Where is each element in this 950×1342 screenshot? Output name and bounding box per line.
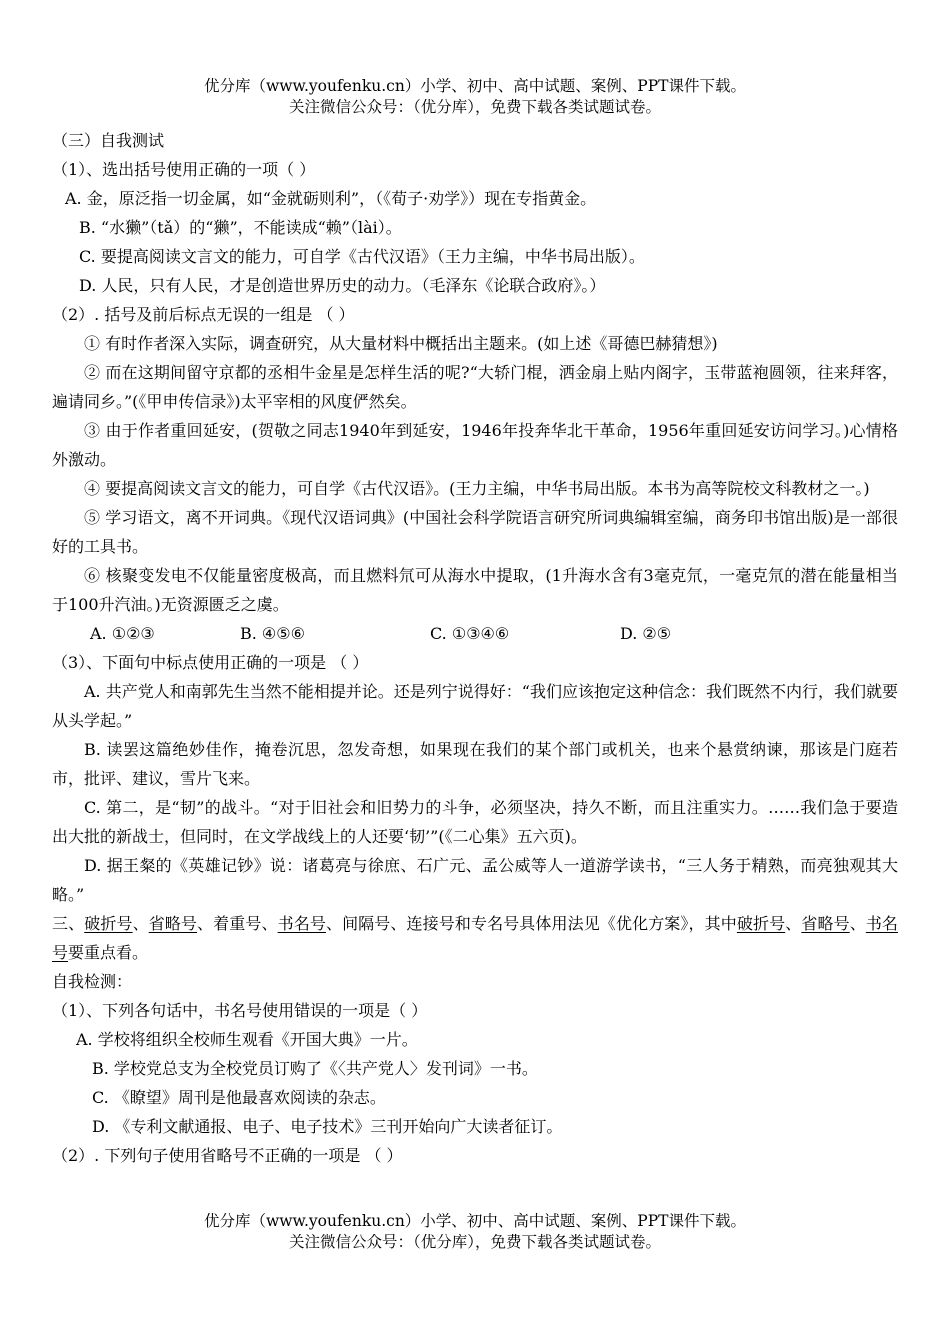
question-4-stem: （1）、下列各句话中，书名号使用错误的一项是（ ） [52,1001,428,1020]
question-2-option-c: C. ①③④⑥ [430,624,510,643]
question-1-stem: （1）、选出括号使用正确的一项（ ） [52,160,316,179]
question-4-option-c: C. 《瞭望》周刊是他最喜欢阅读的杂志。 [92,1088,386,1107]
question-2-option-a: A. ①②③ [90,624,155,643]
term-book-title-mark: 书名号 [52,914,898,962]
question-4-option-b: B. 学校党总支为全校党员订购了《〈共产党人〉发刊词》一书。 [92,1059,538,1078]
question-2-option-d: D. ②⑤ [620,624,672,643]
section-note-prefix: 三、 [52,914,85,933]
question-4-option-a: A. 学校将组织全校师生观看《开国大典》一片。 [76,1030,418,1049]
term-dash: 破折号 [736,914,786,933]
question-1-option-c: C. 要提高阅读文言文的能力，可自学《古代汉语》（王力主编，中华书局出版）。 [79,247,645,266]
section-title: （三）自我测试 [52,131,165,150]
section-note-text: 、间隔号、连接号和专名号具体用法见《优化方案》，其中 [325,914,737,933]
page-header [0,76,950,118]
question-2-sentence-6: ⑥ 核聚变发电不仅能量密度极高，而且燃料氘可从海水中提取，(1升海水含有3毫克氘，一毫克氘的潜在能量相当于100升汽油。)无资源匮乏之虞。 [52,566,898,614]
question-1-option-a: A. 金，原泛指一切金属，如“金就砺则利”，（《荀子·劝学》）现在专指黄金。 [65,189,597,208]
section-note-sep: 、 [132,914,149,933]
question-4-option-d: D. 《专利文献通报、电子、电子技术》三刊开始向广大读者征订。 [92,1117,563,1136]
header-line-1: 优分库（www.youfenku.cn）小学、初中、高中试题、案例、PPT课件下载。 [203,77,747,95]
self-check-title: 自我检测： [52,972,133,991]
question-1-option-b: B. “水獭”（tǎ）的“獭”，不能读成“赖”（lài）。 [79,218,402,237]
question-2-sentence-4: ④ 要提高阅读文言文的能力，可自学《古代汉语》。(王力主编，中华书局出版。本书为高等院校文科教材之一。) [84,479,870,498]
question-3-option-a: A. 共产党人和南郭先生当然不能相提并论。还是列宁说得好：“我们应该抱定这种信念：我们既然不内行，我们就要从头学起。” [52,682,898,730]
question-2-sentence-2: ② 而在这期间留守京都的丞相牛金星是怎样生活的呢?“大轿门棍，洒金扇上贴内阁字，玉带蓝袍圆领，往来拜客，遍请同乡。”(《甲申传信录》)太平宰相的风度俨然矣。 [52,363,898,411]
question-2-option-b: B. ④⑤⑥ [240,624,305,643]
question-2-options [52,619,898,648]
question-2-sentence-5: ⑤ 学习语文，离不开词典。《现代汉语词典》(中国社会科学院语言研究所词典编辑室编，商务印书馆出版)是一部很好的工具书。 [52,508,898,556]
term-dash: 破折号 [84,914,133,933]
header-line-2: 关注微信公众号：（优分库），免费下载各类试题试卷。 [288,98,661,116]
section-note-text: 、着重号、 [197,914,278,933]
question-2-stem: （2）. 括号及前后标点无误的一组是 （ ） [52,305,355,324]
document-body [52,126,898,1170]
page-footer [0,1211,950,1253]
question-3-option-d: D. 据王粲的《英雄记钞》说：诸葛亮与徐庶、石广元、孟公威等人一道游学读书，“三人务于精熟，而亮独观其大略。” [52,856,898,904]
section-note-sep: 、 [849,914,866,933]
question-3-option-b: B. 读罢这篇绝妙佳作，掩卷沉思，忽发奇想，如果现在我们的某个部门或机关，也来个悬赏纳谏，那该是门庭若市，批评、建议，雪片飞来。 [52,740,898,788]
term-ellipsis: 省略号 [148,914,198,933]
question-3-stem: （3）、下面句中标点使用正确的一项是 （ ） [52,653,369,672]
question-3-option-c: C. 第二，是“韧”的战斗。“对于旧社会和旧势力的斗争，必须坚决，持久不断，而且注重实力。……我们急于要造出大批的新战士，但同时，在文学战线上的人还要‘韧’”(《二心集》五六页)。 [52,798,898,846]
footer-line-1: 优分库（www.youfenku.cn）小学、初中、高中试题、案例、PPT课件下载。 [203,1212,747,1230]
term-ellipsis: 省略号 [801,914,850,933]
section-note-text: 要重点看。 [68,943,149,962]
term-book-title-mark: 书名号 [277,914,326,933]
question-5-stem: （2）. 下列句子使用省略号不正确的一项是 （ ） [52,1146,403,1165]
question-1-option-d: D. 人民，只有人民，才是创造世界历史的动力。（毛泽东《论联合政府》。） [79,276,606,295]
question-2-sentence-1: ① 有时作者深入实际，调查研究，从大量材料中概括出主题来。(如上述《哥德巴赫猜想》) [84,334,718,353]
footer-line-2: 关注微信公众号：（优分库），免费下载各类试题试卷。 [288,1233,661,1251]
section-note [52,909,898,967]
section-note-sep: 、 [785,914,802,933]
question-2-sentence-3: ③ 由于作者重回延安，(贺敬之同志1940年到延安，1946年投奔华北干革命，1956年重回延安访问学习。)心情格外激动。 [52,421,898,469]
